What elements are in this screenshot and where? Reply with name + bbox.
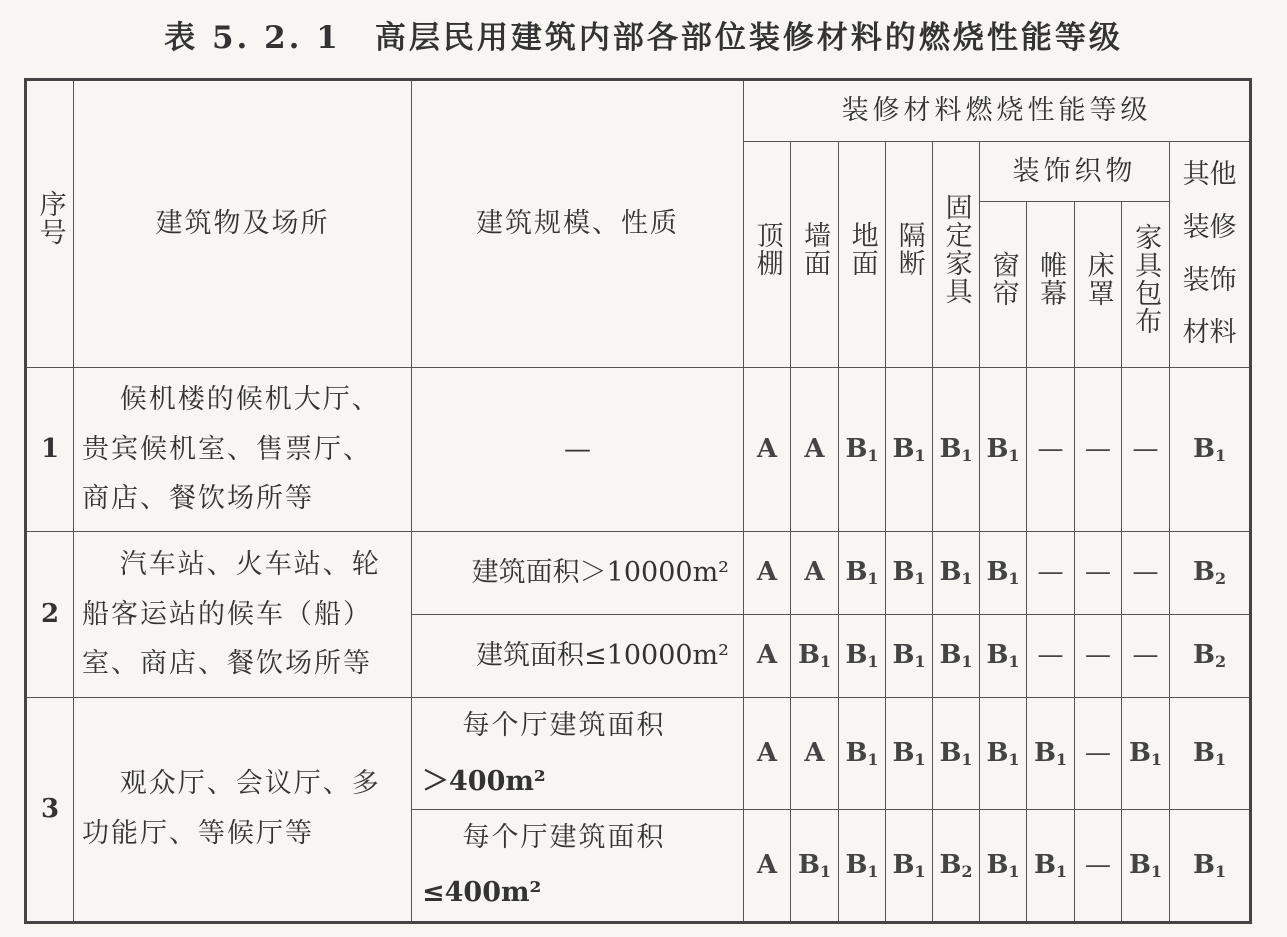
grade-letter: — [1085, 640, 1111, 671]
grade-subscript: 1 [961, 652, 973, 672]
header-partition: 隔断 [886, 142, 933, 368]
grade-letter: — [1132, 557, 1159, 588]
grade-cell [1027, 532, 1075, 615]
grade-cell [791, 698, 839, 810]
grade-letter: B [845, 557, 868, 588]
grade-cell [886, 368, 933, 532]
grade-cell [980, 615, 1027, 698]
grade-cell [791, 810, 839, 923]
row-seq: 1 [26, 368, 74, 532]
grade-cell [886, 615, 933, 698]
grade-letter: B [939, 557, 962, 588]
grade-subscript: 1 [867, 652, 879, 672]
grade-letter: B [892, 557, 915, 588]
grade-cell [839, 698, 886, 810]
grade-subscript: 1 [1214, 445, 1227, 465]
grade-cell [744, 368, 791, 532]
grade-subscript: 1 [819, 861, 832, 881]
grade-cell [1170, 810, 1251, 923]
grade-cell [1075, 368, 1122, 532]
table-row [26, 698, 1251, 810]
grade-letter: B [986, 557, 1009, 588]
grade-subscript: 1 [914, 652, 926, 672]
grade-letter: — [1037, 557, 1064, 588]
row-scale: 建筑面积＞10000m² [412, 532, 744, 615]
grade-cell [886, 532, 933, 615]
grade-subscript: 1 [1008, 861, 1020, 881]
grade-cell [839, 810, 886, 923]
grade-letter: B [939, 737, 962, 768]
grade-cell [744, 532, 791, 615]
row-scale: 建筑面积≤10000m² [412, 615, 744, 698]
header-other: 其他装修装饰材料 [1170, 142, 1251, 368]
header-upholstery: 家具包布 [1122, 202, 1170, 368]
grade-letter: B [845, 433, 868, 464]
grade-subscript: 1 [914, 749, 926, 769]
header-fabric-group: 装饰织物 [980, 142, 1170, 202]
grade-cell [980, 532, 1027, 615]
header-ceiling: 顶棚 [744, 142, 791, 368]
grade-cell [1170, 532, 1251, 615]
grade-subscript: 1 [867, 569, 879, 589]
grade-letter: B [845, 640, 868, 671]
grade-cell [1170, 368, 1251, 532]
grade-subscript: 1 [1008, 749, 1020, 769]
grade-cell [791, 532, 839, 615]
header-building: 建筑物及场所 [74, 80, 412, 368]
grade-letter: — [1085, 557, 1111, 588]
header-drape: 帷幕 [1027, 202, 1075, 368]
grade-cell [1027, 368, 1075, 532]
row-scale: 每个厅建筑面积 ＞400m² [412, 698, 744, 810]
grade-letter: B [1193, 640, 1215, 671]
grade-cell [791, 615, 839, 698]
header-wall: 墙面 [791, 142, 839, 368]
grade-cell [1027, 810, 1075, 923]
grade-letter: — [1132, 640, 1159, 671]
grade-subscript: 1 [867, 861, 879, 881]
grade-letter: A [756, 433, 778, 464]
grade-subscript: 1 [961, 749, 973, 769]
row-seq: 3 [26, 698, 74, 923]
grade-cell [1075, 615, 1122, 698]
grade-cell [1075, 532, 1122, 615]
table-row [26, 368, 1251, 532]
grade-letter: A [804, 557, 825, 588]
grade-cell [980, 368, 1027, 532]
grade-cell [886, 698, 933, 810]
header-seq: 序号 [26, 80, 74, 368]
grade-cell [839, 615, 886, 698]
grade-letter: B [939, 640, 962, 671]
grade-letter: — [1037, 640, 1064, 671]
header-curtain: 窗帘 [980, 202, 1027, 368]
header-scale: 建筑规模、性质 [412, 80, 744, 368]
grade-subscript: 1 [1150, 861, 1163, 881]
grade-cell [933, 698, 980, 810]
grade-cell [1027, 698, 1075, 810]
grade-cell [886, 810, 933, 923]
grade-letter: B [1128, 849, 1151, 880]
grade-letter: B [939, 433, 962, 464]
grade-subscript: 1 [1150, 749, 1163, 769]
grade-cell [1170, 698, 1251, 810]
grade-letter: A [756, 640, 778, 671]
table-title: 表 5. 2. 1 高层民用建筑内部各部位装修材料的燃烧性能等级 [164, 20, 1123, 56]
row-scale: 每个厅建筑面积 ≤400m² [412, 810, 744, 923]
grade-cell [744, 615, 791, 698]
header-grade-group: 装修材料燃烧性能等级 [744, 80, 1251, 142]
grade-cell [791, 368, 839, 532]
grade-letter: B [1193, 849, 1215, 880]
grade-letter: — [1132, 433, 1159, 464]
grade-cell [1122, 532, 1170, 615]
grade-letter: B [892, 433, 915, 464]
grade-cell [1122, 810, 1170, 923]
grade-cell [744, 698, 791, 810]
grade-subscript: 1 [1055, 749, 1068, 769]
grade-letter: A [756, 737, 778, 768]
row-scale: — [412, 368, 744, 532]
grade-subscript: 1 [914, 569, 926, 589]
grade-letter: A [756, 849, 778, 880]
grade-cell [933, 532, 980, 615]
grade-letter: A [804, 737, 825, 768]
grade-letter: — [1085, 737, 1111, 768]
grade-cell [933, 615, 980, 698]
grade-letter: B [1193, 737, 1215, 768]
grade-subscript: 1 [1214, 861, 1227, 881]
grade-letter: B [986, 849, 1009, 880]
grade-letter: B [939, 849, 962, 880]
grade-letter: — [1037, 433, 1064, 464]
grade-subscript: 1 [961, 445, 973, 465]
grade-letter: B [986, 433, 1009, 464]
grade-cell [1075, 698, 1122, 810]
grade-letter: B [1193, 433, 1215, 464]
grade-letter: B [797, 849, 820, 880]
grade-subscript: 1 [914, 445, 926, 465]
grade-subscript: 1 [1214, 749, 1227, 769]
grade-letter: B [1033, 849, 1056, 880]
grade-cell [980, 810, 1027, 923]
grade-letter: — [1085, 849, 1111, 880]
grade-subscript: 1 [1008, 569, 1020, 589]
grade-letter: B [892, 849, 915, 880]
grade-subscript: 2 [961, 861, 973, 881]
grade-subscript: 1 [1008, 445, 1020, 465]
grade-cell [839, 532, 886, 615]
row-building: 汽车站、火车站、轮 船客运站的候车（船） 室、商店、餐饮场所等 [74, 532, 412, 698]
header-fixed-furniture: 固定家具 [933, 142, 980, 368]
grade-subscript: 2 [1214, 569, 1227, 589]
grade-subscript: 1 [914, 861, 926, 881]
grade-cell [839, 368, 886, 532]
header-floor: 地面 [839, 142, 886, 368]
grade-cell [933, 810, 980, 923]
grade-cell [1075, 810, 1122, 923]
grade-letter: B [845, 849, 868, 880]
grade-subscript: 1 [819, 652, 832, 672]
grade-cell [1122, 698, 1170, 810]
grade-letter: A [804, 433, 825, 464]
grade-letter: B [892, 640, 915, 671]
grade-subscript: 1 [1055, 861, 1068, 881]
grade-letter: B [986, 640, 1009, 671]
grade-cell [1170, 615, 1251, 698]
grade-letter: B [892, 737, 915, 768]
row-building: 候机楼的候机大厅、 贵宾候机室、售票厅、 商店、餐饮场所等 [74, 368, 412, 532]
grade-cell [1027, 615, 1075, 698]
grade-cell [933, 368, 980, 532]
grade-subscript: 1 [867, 445, 879, 465]
grade-cell [744, 810, 791, 923]
grade-subscript: 2 [1214, 652, 1227, 672]
row-building: 观众厅、会议厅、多 功能厅、等候厅等 [74, 698, 412, 923]
table-row [26, 532, 1251, 615]
grade-letter: A [756, 557, 778, 588]
grade-letter: B [797, 640, 820, 671]
grade-cell [1122, 368, 1170, 532]
grade-letter: B [1033, 737, 1056, 768]
grade-letter: B [1128, 737, 1151, 768]
grade-cell [1122, 615, 1170, 698]
grade-subscript: 1 [961, 569, 973, 589]
row-seq: 2 [26, 532, 74, 698]
fire-rating-table [24, 78, 1252, 924]
grade-subscript: 1 [867, 749, 879, 769]
grade-subscript: 1 [1008, 652, 1020, 672]
grade-letter: B [986, 737, 1009, 768]
grade-cell [980, 698, 1027, 810]
header-bedcover: 床罩 [1075, 202, 1122, 368]
grade-letter: B [845, 737, 868, 768]
grade-letter: — [1085, 433, 1111, 464]
grade-letter: B [1193, 557, 1215, 588]
